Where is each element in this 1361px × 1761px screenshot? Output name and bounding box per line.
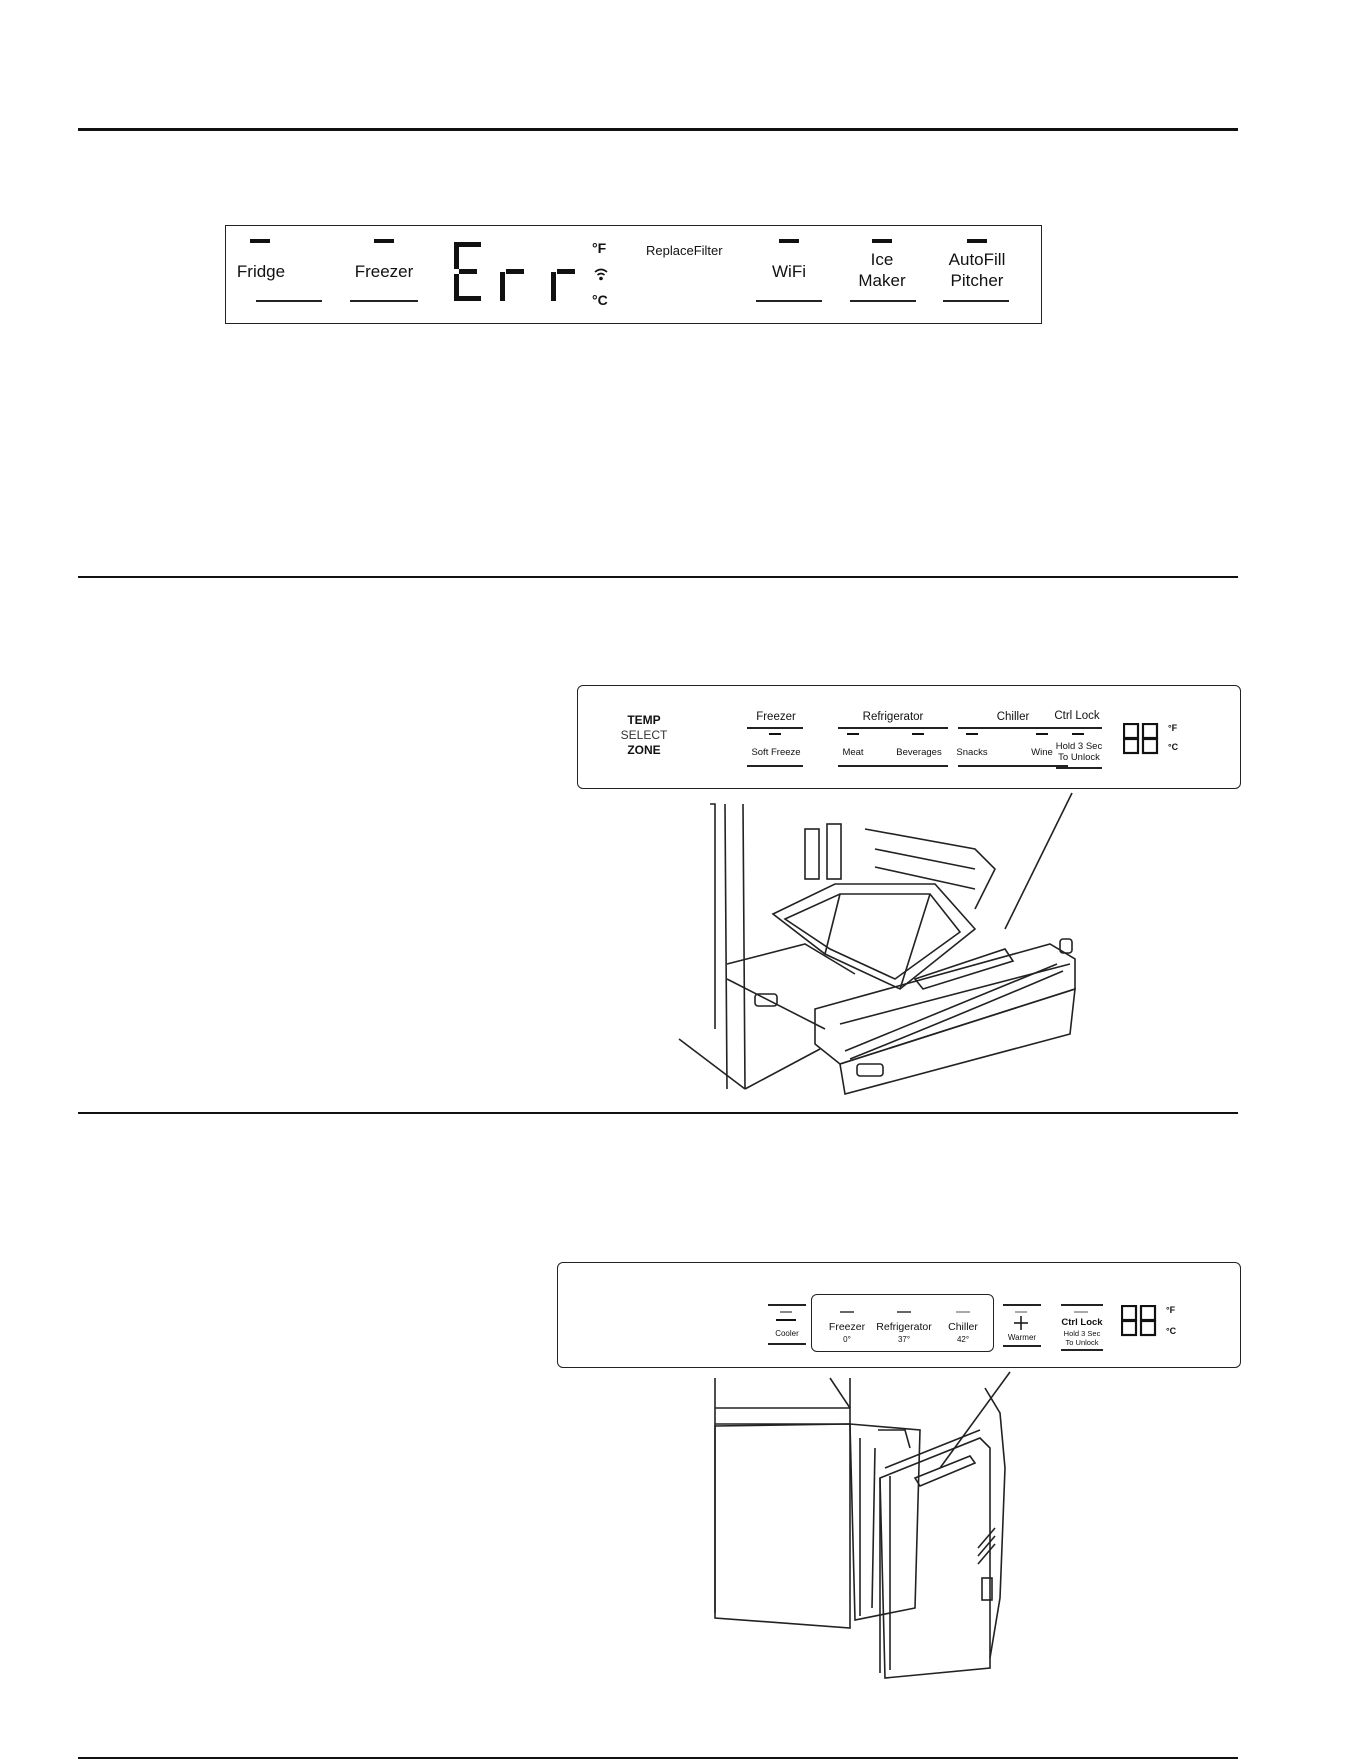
plus-icon[interactable] (1011, 1315, 1031, 1331)
p3-freezer-temp: 0° (843, 1335, 851, 1344)
beverages-indicator (912, 733, 924, 735)
warmer-topline (1003, 1304, 1041, 1306)
p3-ctrl-lock-topline (1061, 1304, 1103, 1306)
drawer-illustration (675, 789, 1105, 1099)
p2-unit-f: °F (1168, 723, 1178, 733)
wifi-icon (593, 267, 609, 281)
p3-ctrl-lock-underline (1061, 1349, 1103, 1351)
cooler-label: Cooler (775, 1329, 799, 1338)
p3-freezer-indicator (840, 1311, 854, 1313)
p3-ctrl-lock-indicator (1074, 1311, 1088, 1313)
wine-indicator (1036, 733, 1048, 735)
soft-freeze-indicator (769, 733, 781, 735)
freezer-underline (350, 300, 418, 302)
p2-freezer-topline (747, 727, 803, 729)
p2-ctrl-lock-topline (1056, 727, 1102, 729)
minus-icon[interactable] (776, 1319, 796, 1321)
cooler-indicator (780, 1311, 792, 1313)
warmer-underline (1003, 1345, 1041, 1347)
p2-refrigerator-underline (838, 765, 948, 767)
p3-hold-line2[interactable]: To Unlock (1065, 1338, 1099, 1347)
p3-hold-line1[interactable]: Hold 3 Sec (1063, 1329, 1101, 1338)
autofill-underline (943, 300, 1009, 302)
freezer-indicator (374, 239, 394, 243)
err-display (454, 242, 584, 302)
unit-c-label: °C (592, 292, 608, 308)
p2-digit-display (1123, 723, 1163, 755)
section-rule-2 (78, 576, 1238, 578)
p2-ctrl-lock-title: Ctrl Lock (1054, 710, 1100, 722)
cooler-underline (768, 1343, 806, 1345)
top-rule (78, 128, 1238, 131)
wifi-underline (756, 300, 822, 302)
p3-freezer-button[interactable]: Freezer (828, 1321, 866, 1333)
ctrl-lock-hold-line1[interactable]: Hold 3 Sec (1055, 741, 1103, 752)
p2-unit-c: °C (1168, 742, 1179, 752)
ice-maker-underline (850, 300, 916, 302)
p2-ctrl-lock-underline (1056, 767, 1102, 769)
fridge-underline (256, 300, 322, 302)
autofill-button-line1[interactable]: AutoFill (948, 250, 1006, 269)
select-label: SELECT (620, 728, 668, 742)
fridge-door-illustration (700, 1368, 1050, 1680)
fridge-button[interactable]: Fridge (236, 262, 286, 281)
meat-indicator (847, 733, 859, 735)
p3-unit-c: °C (1166, 1326, 1177, 1336)
p2-freezer-title: Freezer (756, 711, 796, 723)
p3-refrigerator-indicator (897, 1311, 911, 1313)
replace-filter-label: ReplaceFilter (646, 243, 723, 258)
ice-maker-indicator (872, 239, 892, 243)
p3-chiller-temp: 42° (956, 1335, 970, 1344)
cooler-topline (768, 1304, 806, 1306)
snacks-indicator (966, 733, 978, 735)
wifi-indicator (779, 239, 799, 243)
p2-chiller-title: Chiller (996, 711, 1030, 723)
p3-chiller-button[interactable]: Chiller (948, 1321, 978, 1333)
warmer-label: Warmer (1007, 1333, 1037, 1342)
bottom-rule (78, 1757, 1238, 1759)
meat-button[interactable]: Meat (842, 747, 864, 758)
p3-unit-f: °F (1166, 1305, 1176, 1315)
wine-button[interactable]: Wine (1031, 747, 1053, 758)
p2-refrigerator-topline (838, 727, 948, 729)
ctrl-lock-hold-line2[interactable]: To Unlock (1058, 752, 1100, 763)
ctrl-lock-indicator (1072, 733, 1084, 735)
section-rule-3 (78, 1112, 1238, 1114)
zone-label: ZONE (627, 743, 661, 757)
freezer-button[interactable]: Freezer (354, 262, 414, 281)
ice-maker-button-line1[interactable]: Ice (870, 250, 894, 269)
control-panel-1 (225, 225, 1042, 324)
p3-refrigerator-temp: 37° (897, 1335, 911, 1344)
control-panel-2 (577, 685, 1241, 789)
p3-ctrl-lock-label[interactable]: Ctrl Lock (1061, 1317, 1103, 1328)
soft-freeze-underline (747, 765, 803, 767)
autofill-button-line2[interactable]: Pitcher (950, 271, 1004, 290)
autofill-indicator (967, 239, 987, 243)
ice-maker-button-line2[interactable]: Maker (858, 271, 906, 290)
snacks-button[interactable]: Snacks (956, 747, 988, 758)
p3-digit-display (1121, 1305, 1161, 1337)
control-panel-3 (557, 1262, 1241, 1368)
p2-chiller-underline (958, 765, 1068, 767)
p2-refrigerator-title: Refrigerator (862, 711, 924, 723)
soft-freeze-button[interactable]: Soft Freeze (751, 747, 801, 758)
p2-chiller-topline (958, 727, 1068, 729)
p3-refrigerator-button[interactable]: Refrigerator (876, 1321, 932, 1333)
fridge-indicator (250, 239, 270, 243)
unit-f-label: °F (592, 240, 607, 256)
beverages-button[interactable]: Beverages (896, 747, 942, 758)
p3-chiller-indicator (956, 1311, 970, 1313)
temp-label: TEMP (627, 713, 661, 727)
wifi-button[interactable]: WiFi (772, 262, 806, 281)
warmer-indicator (1015, 1311, 1027, 1313)
